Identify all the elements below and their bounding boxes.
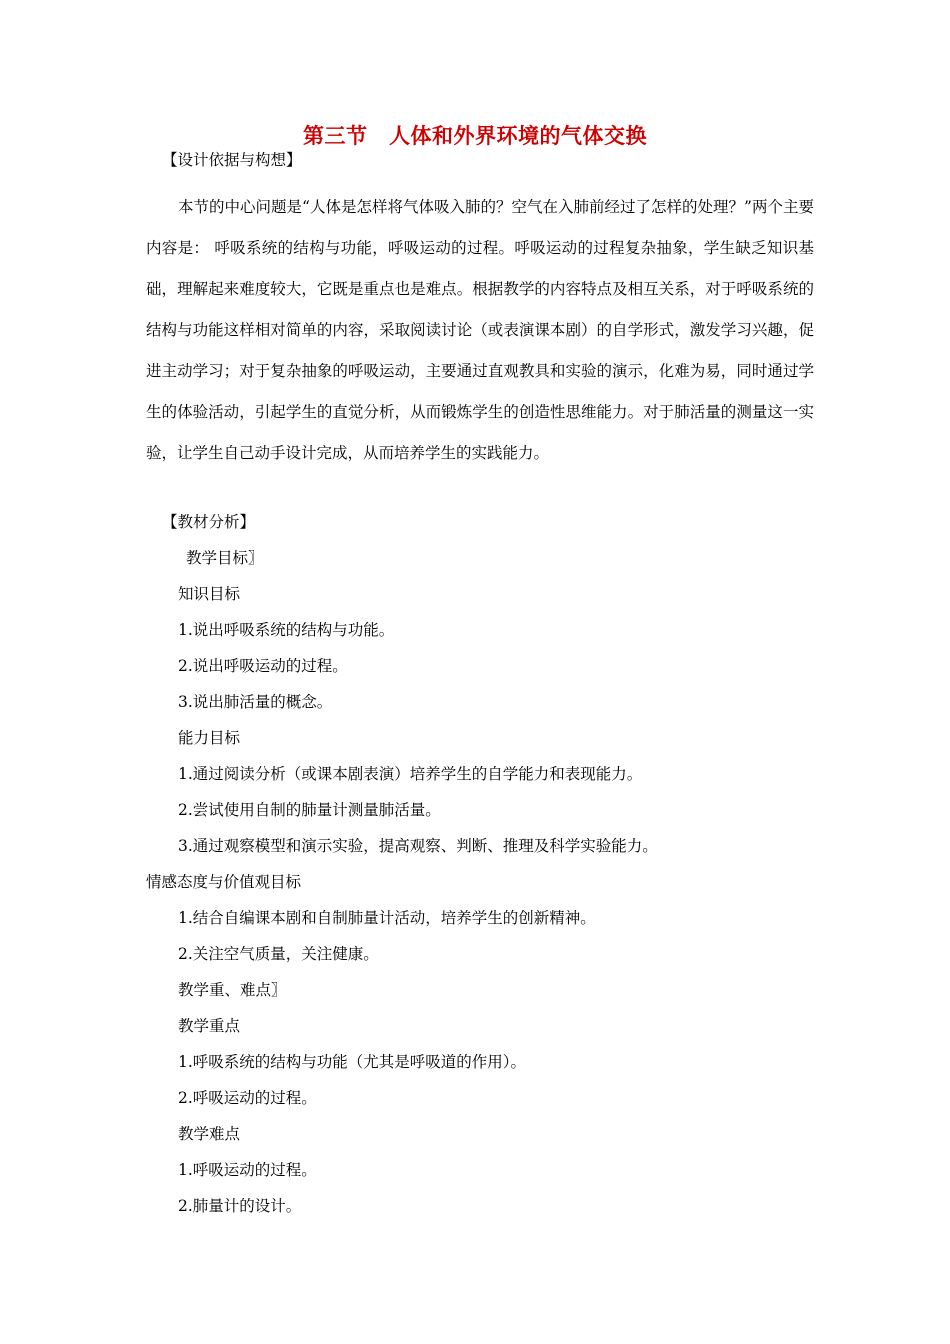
key-heading: 教学重点 <box>178 1017 241 1035</box>
ability-item: 3.通过观察模型和演示实验，提高观察、判断、推理及科学实验能力。 <box>178 837 658 855</box>
ability-item: 1.通过阅读分析（或课本剧表演）培养学生的自学能力和表现能力。 <box>178 765 643 783</box>
difficult-item: 2.肺量计的设计。 <box>178 1197 302 1215</box>
difficult-item: 1.呼吸运动的过程。 <box>178 1161 317 1179</box>
key-item: 2.呼吸运动的过程。 <box>178 1089 317 1107</box>
key-difficult-heading: 教学重、难点〗 <box>178 981 287 999</box>
knowledge-item: 1.说出呼吸系统的结构与功能。 <box>178 621 395 639</box>
design-heading: 【设计依据与构想】 <box>162 151 302 169</box>
analysis-heading: 【教材分析】 <box>162 513 256 531</box>
difficult-heading: 教学难点 <box>178 1125 241 1143</box>
key-item: 1.呼吸系统的结构与功能（尤其是呼吸道的作用）。 <box>178 1053 527 1071</box>
ability-item: 2.尝试使用自制的肺量计测量肺活量。 <box>178 801 441 819</box>
emotion-item: 2.关注空气质量，关注健康。 <box>178 945 379 963</box>
section-title: 第三节 人体和外界环境的气体交换 <box>303 123 647 148</box>
knowledge-heading: 知识目标 <box>178 585 241 603</box>
goals-heading: 教学目标〗 <box>186 549 264 567</box>
knowledge-item: 2.说出呼吸运动的过程。 <box>178 657 348 675</box>
ability-heading: 能力目标 <box>178 729 241 747</box>
knowledge-item: 3.说出肺活量的概念。 <box>178 693 333 711</box>
design-paragraph: 本节的中心问题是“人体是怎样将气体吸入肺的？空气在入肺前经过了怎样的处理？”两个主要内容是： 呼吸系统的结构与功能，呼吸运动的过程。呼吸运动的过程复杂抽象，学生缺乏知识基础，理解起来难度较大，它既是重点也是难点。根据教学的内容特点及相互关系，对于呼吸系统的结构与功能这样相对简单的内容，采取阅读讨论（或表演课本剧）的自学形式，激发学习兴趣，促进主动学习；对于复杂抽象的呼吸运动，主要通过直观教具和实验的演示，化难为易，同时通过学生的体验活动，引起学生的直觉分析，从而锻炼学生的创造性思维能力。对于肺活量的测量这一实验，让学生自己动手设计完成，从而培养学生的实践能力。 <box>146 198 814 462</box>
emotion-heading: 情感态度与价值观目标 <box>146 873 302 891</box>
emotion-item: 1.结合自编课本剧和自制肺量计活动，培养学生的创新精神。 <box>178 909 596 927</box>
